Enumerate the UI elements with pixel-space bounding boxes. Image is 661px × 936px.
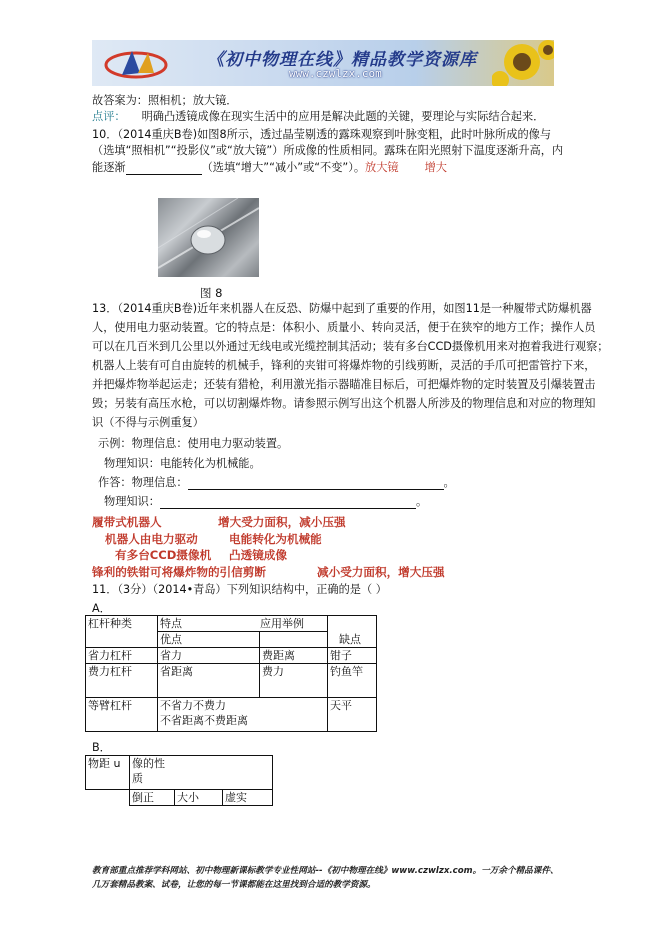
q11-stem: 11．（3分）（2014•青岛）下列知识结构中，正确的是（ ） bbox=[92, 583, 387, 596]
q13-line-4: 机器人上装有可自由旋转的机械手，锋利的夹钳可将爆炸物的引线剪断，灵活的手爪可把雷管拧下来， bbox=[92, 359, 596, 372]
comment-label: 点评： bbox=[92, 110, 126, 123]
answer-3-info: 有多台CCD摄像机 bbox=[115, 548, 212, 562]
q10-line-3 bbox=[92, 160, 447, 175]
answer-know-label: 物理知识： bbox=[104, 495, 160, 508]
lens-col-real-virtual: 虚实 bbox=[223, 790, 273, 806]
example-row-knowledge bbox=[104, 455, 261, 471]
lever-row-advantage: 省距离 bbox=[158, 664, 260, 698]
lever-table bbox=[85, 615, 377, 732]
example-row-info bbox=[98, 435, 288, 451]
q10-answer-2: 增大 bbox=[424, 161, 447, 174]
site-logo-icon bbox=[102, 43, 172, 83]
answer-4-info: 锋利的铁钳可将爆炸物的引信剪断 bbox=[92, 565, 266, 579]
lens-header-image bbox=[130, 756, 273, 790]
answer-3-knowledge: 凸透镜成像 bbox=[229, 548, 287, 562]
answer-label: 作答： bbox=[98, 476, 132, 489]
lever-row-disadvantage: 费力 bbox=[260, 664, 328, 698]
lever-header-advantage: 优点 bbox=[158, 632, 260, 648]
example-know-label: 物理知识： bbox=[104, 457, 160, 470]
q11-option-a: A． bbox=[92, 602, 111, 615]
answer-1-knowledge: 增大受力面积，减小压强 bbox=[218, 515, 346, 529]
q10-answer-1: 放大镜 bbox=[365, 161, 399, 174]
lens-table bbox=[85, 755, 273, 806]
comment-text: 明确凸透镜成像在现实生活中的应用是解决此题的关键，要理论与实际结合起来． bbox=[141, 110, 545, 123]
lens-col-orientation: 倒正 bbox=[130, 790, 175, 806]
q10-line-1: 10．（2014重庆B卷)如图8所示，透过晶莹剔透的露珠观察到叶脉变粗，此时叶脉所成的像与 bbox=[92, 128, 552, 141]
answer-line: 故答案为：照相机；放大镜． bbox=[92, 94, 238, 107]
example-label: 示例： bbox=[98, 437, 132, 450]
q10-line-3-post: （选填“增大”“减小”或“不变”）。 bbox=[201, 161, 366, 174]
answer-2-info: 机器人由电力驱动 bbox=[105, 532, 198, 546]
answer-4-knowledge: 减小受力面积，增大压强 bbox=[317, 565, 445, 579]
answer-info-period: 。 bbox=[443, 476, 455, 489]
q10-line-2: （选填“照相机”“投影仪”或“放大镜”）所成像的性质相同。露珠在阳光照射下温度逐渐升高，内 bbox=[92, 144, 564, 157]
lever-row-kind: 省力杠杆 bbox=[86, 648, 158, 664]
lever-header-kind: 杠杆种类 bbox=[86, 616, 158, 648]
q13-line-6: 毁；另装有高压水枪，可以切割爆炸物。请参照示例写出这个机器人所涉及的物理信息和对应的物理知 bbox=[92, 397, 596, 410]
example-know: 电能转化为机械能。 bbox=[159, 457, 261, 470]
lever-row-example: 钓鱼竿 bbox=[328, 664, 377, 698]
answer-1-info: 履带式机器人 bbox=[92, 515, 162, 529]
lever-row-advantage: 不省力不费力 bbox=[160, 699, 226, 712]
lever-row-equal-features bbox=[158, 698, 328, 732]
lever-row-advantage-2: 不省距离不费距离 bbox=[160, 714, 248, 727]
q13-line-1: 13．（2014重庆B卷)近年来机器人在反恐、防爆中起到了重要的作用，如图11是一种履带式防爆机器 bbox=[92, 302, 592, 315]
banner-url: www.czwlzx.com bbox=[289, 67, 382, 80]
lever-row-kind: 费力杠杆 bbox=[86, 664, 158, 698]
sunflower-icon bbox=[492, 40, 554, 86]
lens-col-size: 大小 bbox=[175, 790, 223, 806]
lever-row-example: 钳子 bbox=[328, 648, 377, 664]
answer-know-period: 。 bbox=[415, 495, 428, 508]
lever-header-example: 应用举例 bbox=[260, 617, 304, 630]
q10-blank bbox=[126, 162, 202, 175]
lever-row-advantage: 省力 bbox=[158, 648, 260, 664]
lever-header-feature: 特点 bbox=[158, 616, 328, 632]
lever-header-disadvantage: 缺点 bbox=[339, 633, 361, 646]
q13-line-5: 并把爆炸物举起运走；还装有猎枪，利用激光指示器瞄准目标后，可把爆炸物的定时装置及引爆装置击 bbox=[92, 378, 596, 391]
figure-8-caption: 图 8 bbox=[200, 286, 223, 300]
answer-know-blank bbox=[160, 496, 416, 509]
lens-header-image-text: 像的性质 bbox=[132, 757, 165, 785]
water-drop-icon bbox=[158, 198, 259, 277]
q13-line-7: 识（不得与示例重复） bbox=[92, 416, 204, 429]
q13-line-3: 可以在几百米到几公里以外通过无线电或光缆控制其活动；装有多台CCD摄像机用来对抱着我进行观察； bbox=[92, 340, 609, 353]
footer-line-2: 几万套精品教案、试卷，让您的每一节课都能在这里找到合适的教学资源。 bbox=[92, 880, 376, 890]
q11-option-b: B． bbox=[92, 741, 111, 754]
lens-blank-cell bbox=[86, 790, 130, 806]
q13-line-2: 人，使用电力驱动装置。它的特点是：体积小、质量小、转向灵活，便于在狭窄的地方工作；操作人员 bbox=[92, 321, 596, 334]
answer-info-label: 物理信息： bbox=[131, 476, 188, 489]
answer-row-info bbox=[98, 474, 455, 490]
footer-line-1: 教育部重点推荐学科网站、初中物理新课标教学专业性网站--《初中物理在线》www.czwlzx.com。一万余个精品课件、 bbox=[92, 866, 559, 876]
lever-row-example: 天平 bbox=[328, 698, 377, 732]
figure-8-photo bbox=[158, 198, 259, 277]
banner-title: 《初中物理在线》精品教学资源库 bbox=[207, 50, 477, 70]
q10-line-3-pre: 能逐渐 bbox=[92, 161, 126, 174]
lever-header-disadvantage-wrap bbox=[260, 632, 361, 648]
lens-header-distance: 物距 u bbox=[86, 756, 130, 790]
lever-row-kind: 等臂杠杆 bbox=[86, 698, 158, 732]
answer-2-knowledge: 电能转化为机械能 bbox=[229, 532, 322, 546]
example-info-label: 物理信息： bbox=[131, 437, 188, 450]
answer-row-knowledge bbox=[104, 493, 427, 509]
example-info: 使用电力驱动装置。 bbox=[187, 437, 289, 450]
answer-info-blank bbox=[188, 477, 444, 490]
lever-row-disadvantage: 费距离 bbox=[260, 648, 328, 664]
page-footer bbox=[92, 864, 592, 892]
site-banner bbox=[92, 40, 554, 86]
comment-line bbox=[92, 109, 544, 124]
